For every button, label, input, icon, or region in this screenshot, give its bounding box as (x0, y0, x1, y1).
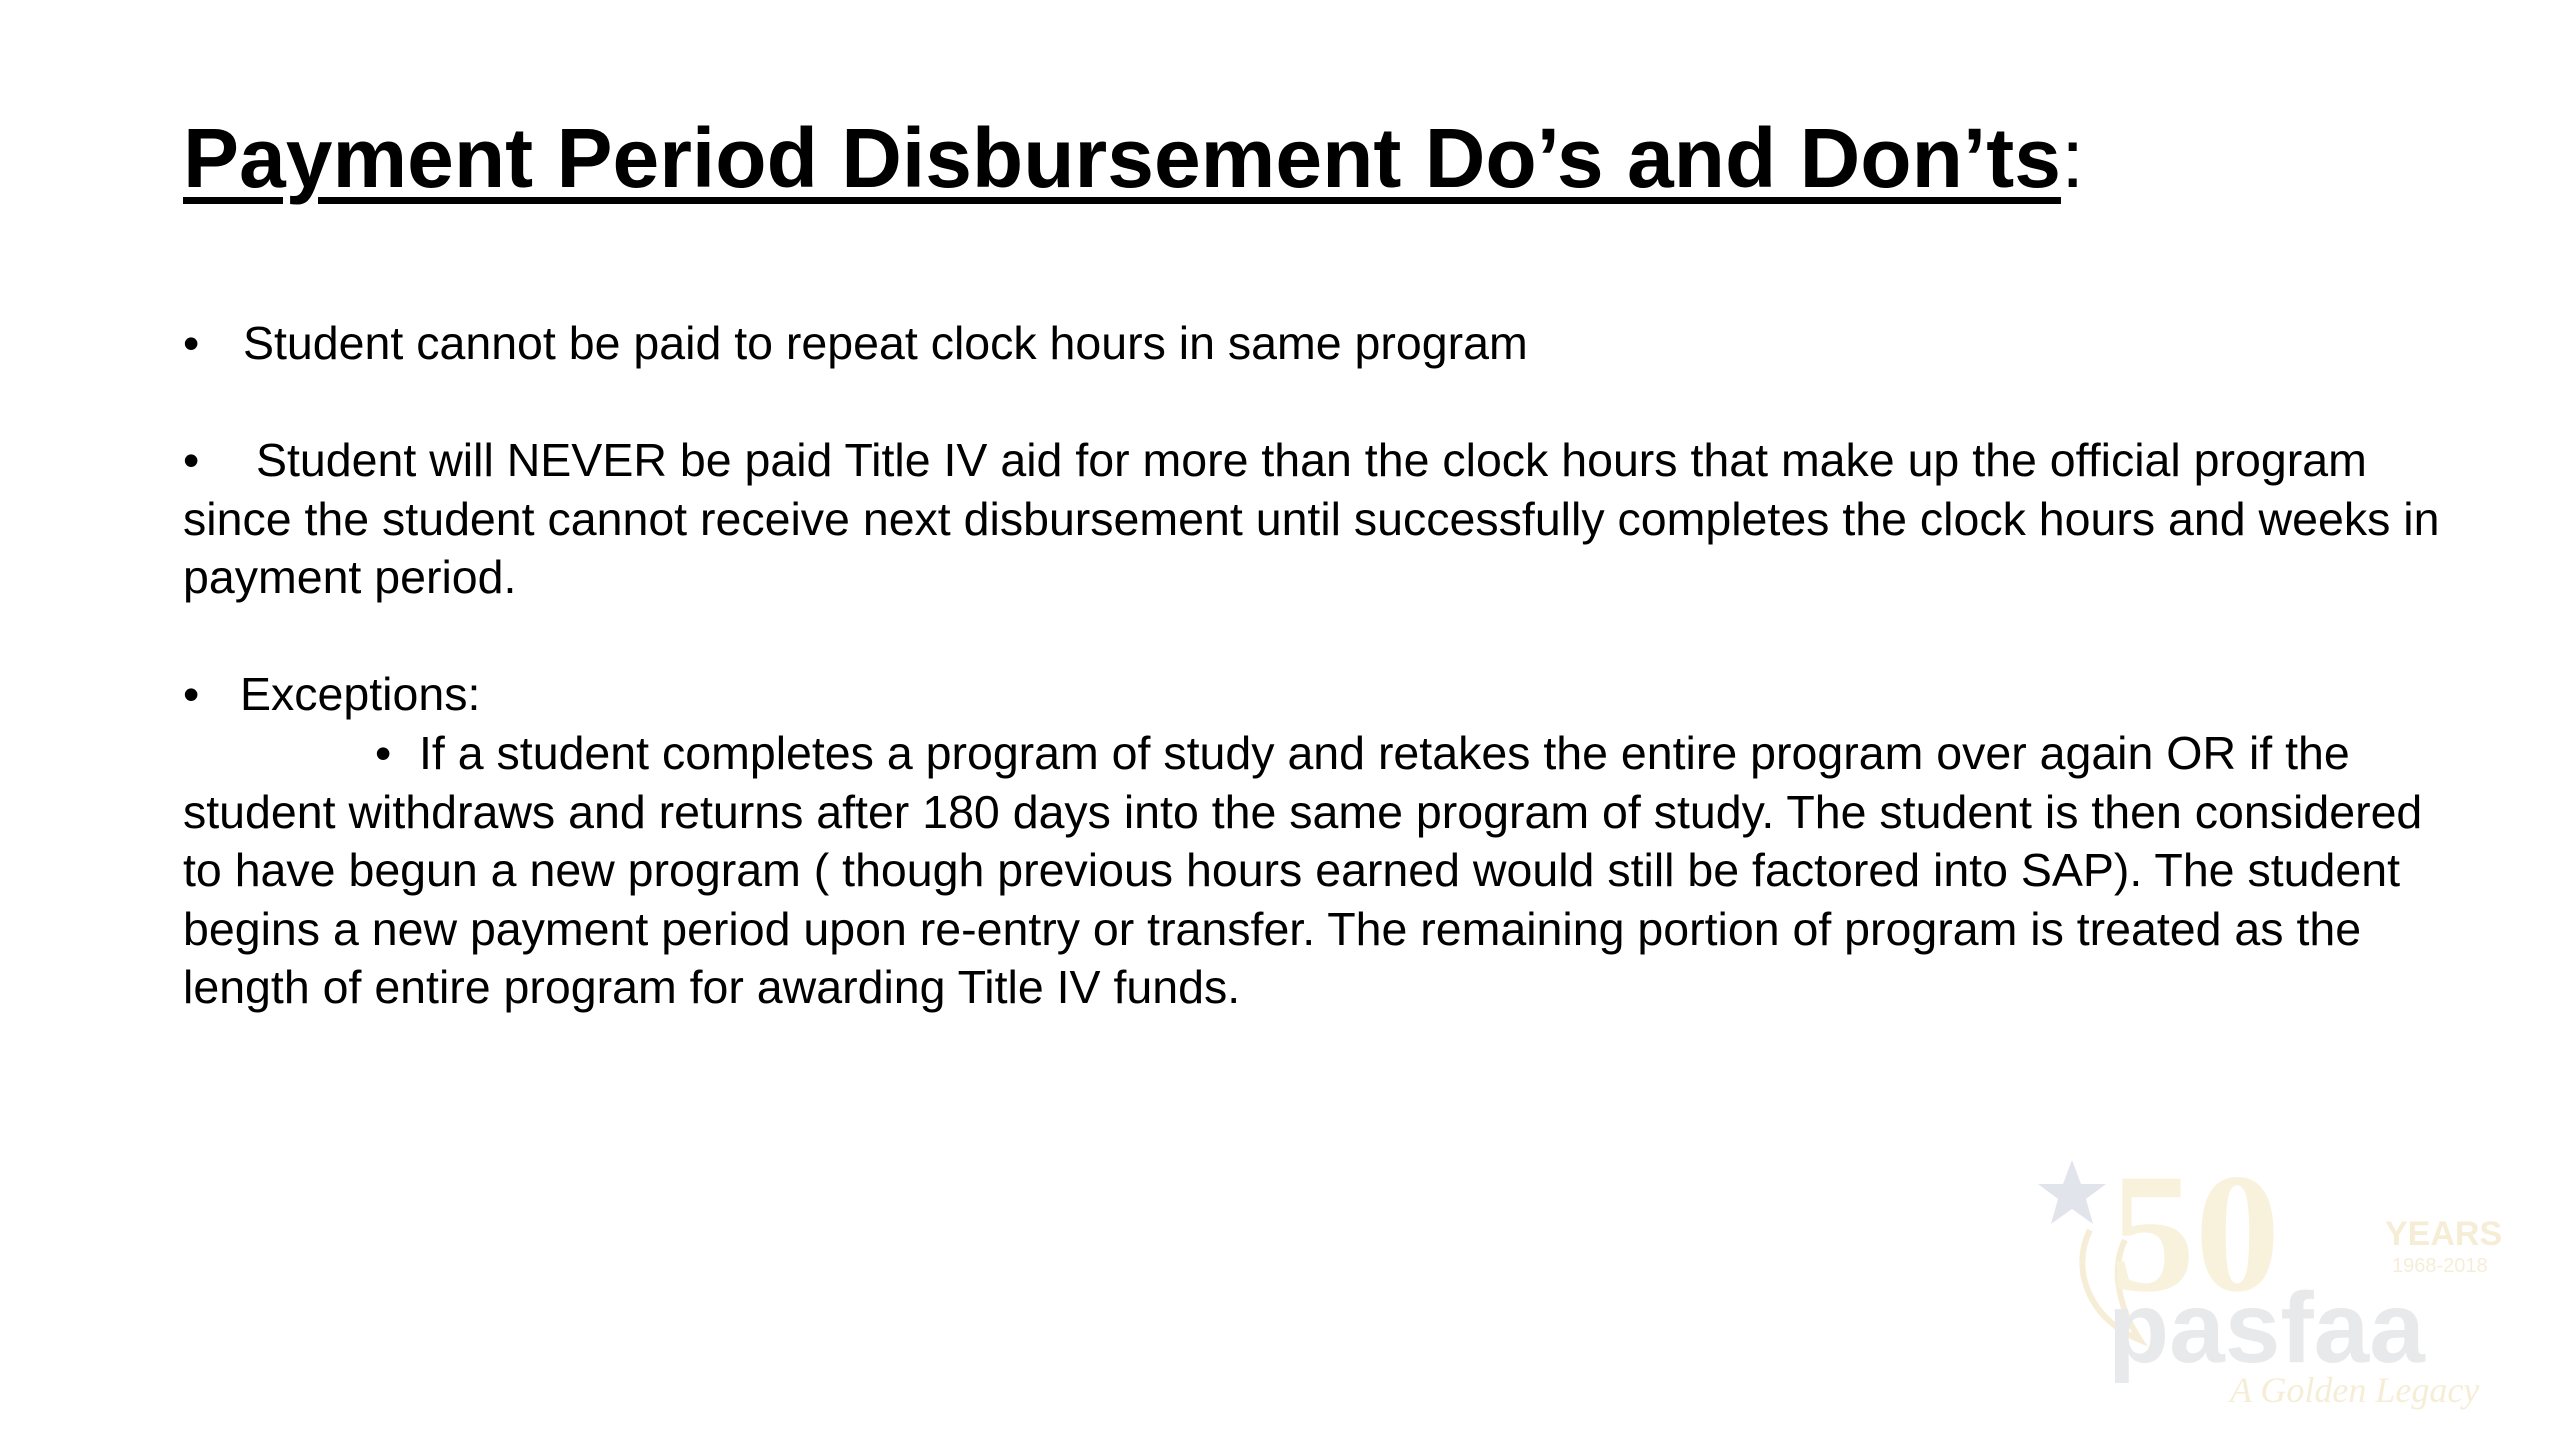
bullet-item-exceptions (183, 665, 2463, 724)
bullet-text: Student cannot be paid to repeat clock hours in same program (243, 317, 1528, 369)
bullet-glyph: • (183, 434, 200, 486)
bullet-glyph: • (183, 668, 200, 720)
watermark-date-range: 1968-2018 (2392, 1255, 2488, 1277)
watermark-number: 50 (2110, 1140, 2280, 1327)
watermark-brand: pasfaa (2108, 1272, 2425, 1384)
sub-bullet-item-exception-detail (183, 724, 2463, 1017)
slide-title-text: Payment Period Disbursement Do’s and Don’ts (183, 111, 2061, 205)
watermark-tagline: A Golden Legacy (2230, 1370, 2480, 1410)
sub-bullet-glyph: • (375, 727, 392, 779)
slide-title (183, 108, 2084, 208)
bullet-text: Exceptions: (240, 668, 481, 720)
slide-title-colon: : (2060, 111, 2085, 205)
bullet-item-repeat-hours (183, 314, 2463, 373)
watermark-years-label: YEARS (2385, 1215, 2503, 1253)
bullet-item-never-paid (183, 431, 2463, 607)
bullet-glyph: • (183, 317, 200, 369)
pasfaa-watermark-logo (2030, 1140, 2530, 1430)
sub-bullet-text: If a student completes a program of study and retakes the entire program over again OR if the student withdraws and returns after 180 days into the same program of study. The student is then considered to have begun a new program ( though previous hours earned would still be factored into SAP). The student begins a new payment period upon re-entry or transfer. The remaining portion of program is treated as the length of entire program for awarding Title IV funds. (183, 727, 2423, 1013)
star-icon (2038, 1160, 2106, 1224)
bullet-text: Student will NEVER be paid Title IV aid for more than the clock hours that make up the official program since the student cannot receive next disbursement until successfully completes the clock hours and weeks in payment period. (183, 434, 2440, 603)
